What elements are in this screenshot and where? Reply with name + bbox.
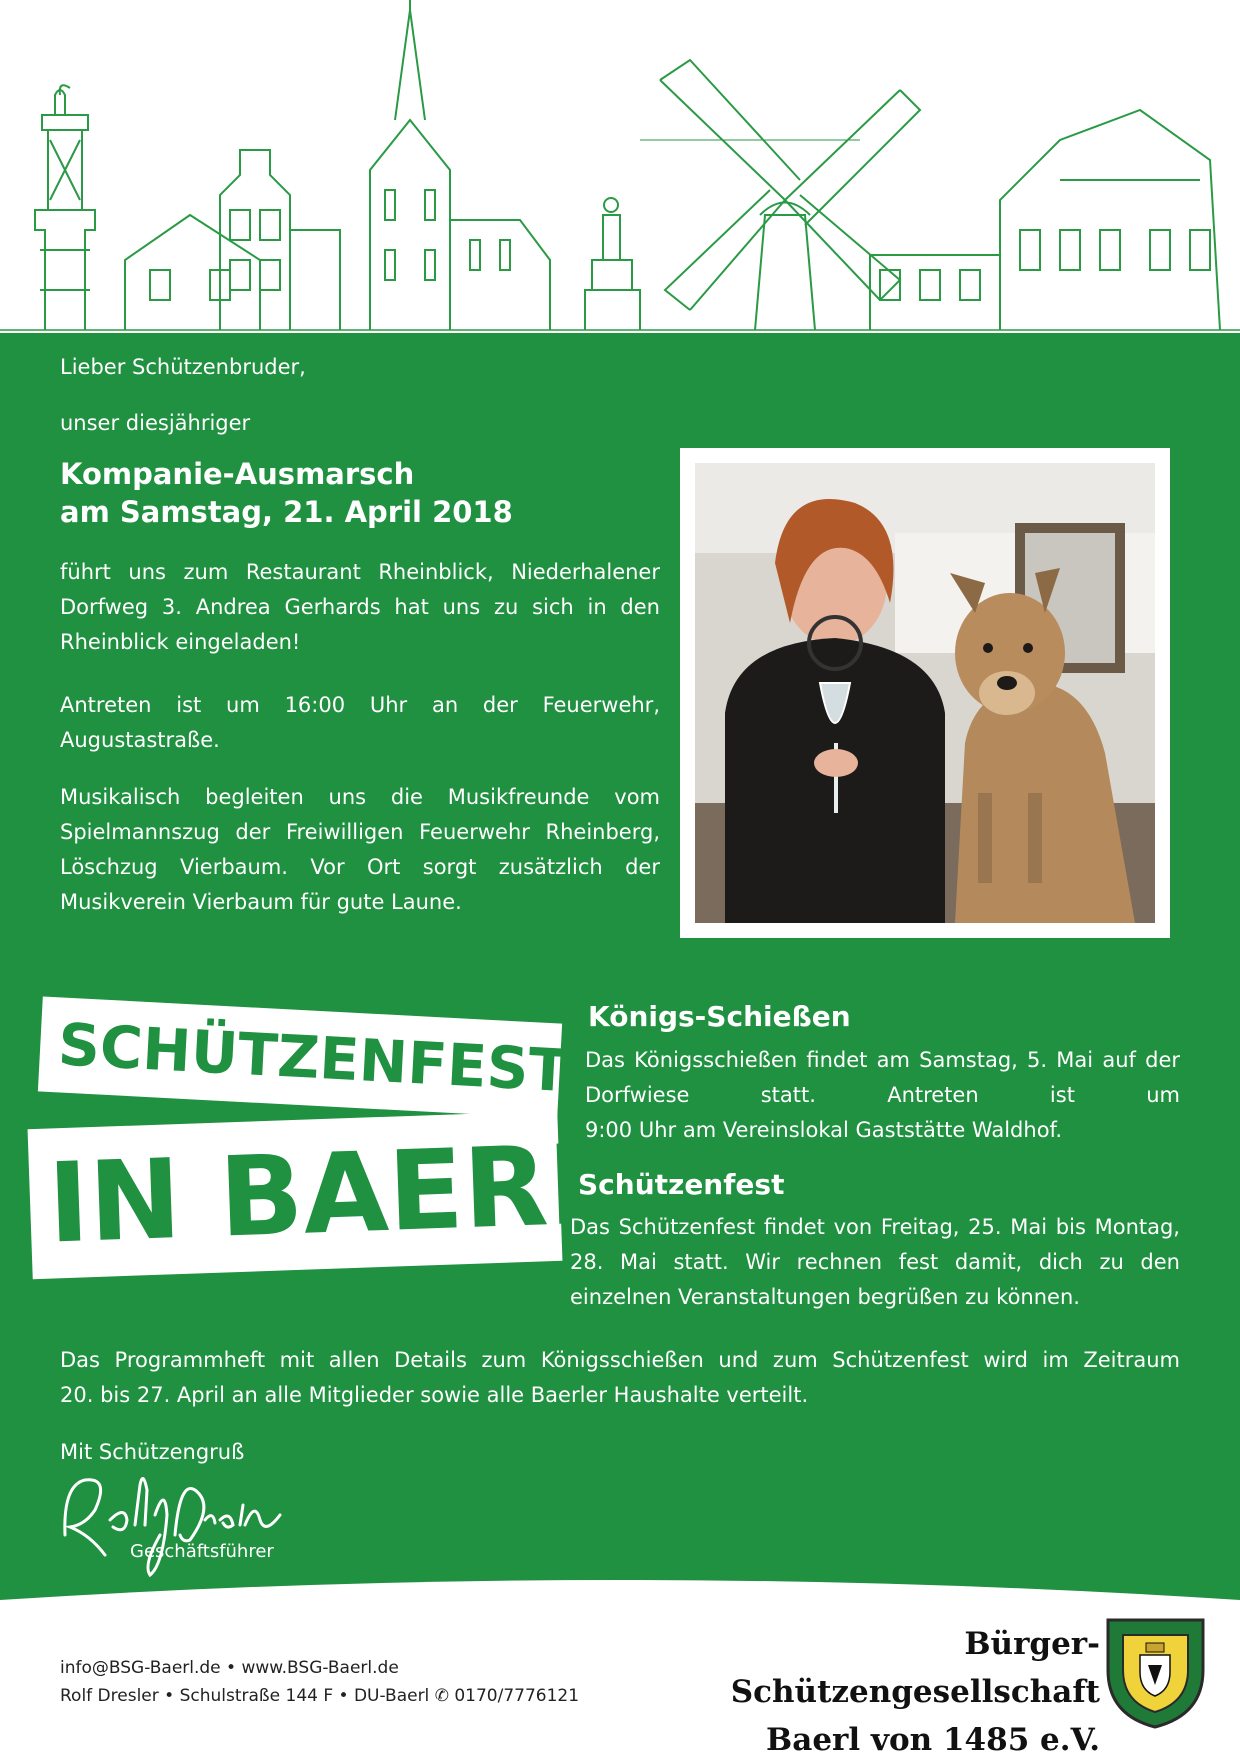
signature — [55, 1465, 295, 1585]
event-paragraph-3 — [60, 780, 660, 920]
fest-text — [570, 1210, 1180, 1315]
event-paragraph-1 — [60, 555, 660, 660]
footer-contact: info@BSG-Baerl.de • www.BSG-Baerl.de — [60, 1658, 399, 1678]
closing: Mit Schützengruß — [60, 1440, 245, 1464]
fest-text-end: einzelnen Veranstaltungen begrüßen zu können. — [570, 1285, 1080, 1309]
club-name — [610, 1620, 1100, 1764]
fest-text-main: Das Schützenfest findet von Freitag, 25. Mai bis Montag, 28. Mai statt. Wir rechnen fest damit, dich zu den — [570, 1215, 1180, 1274]
koenigs-text-main: Das Königsschießen findet am Samstag, 5. Mai auf der Dorfwiese statt. Antreten ist um — [585, 1048, 1180, 1107]
club-name-line2: Baerl von 1485 e.V. — [766, 1722, 1100, 1758]
event-paragraph-1-text: führt uns zum Restaurant Rheinblick, Niederhalener Dorfweg 3. Andrea Gerhards hat uns zu sich in den — [60, 560, 660, 619]
club-crest — [1098, 1610, 1213, 1730]
event-paragraph-3-end: Musikverein Vierbaum für gute Laune. — [60, 890, 462, 914]
salutation: Lieber Schützenbruder, — [60, 355, 306, 379]
koenigs-text — [585, 1043, 1180, 1148]
event-title — [60, 455, 513, 531]
koenigs-heading: Königs-Schießen — [588, 1000, 851, 1033]
footer-phone: 0170/7776121 — [454, 1686, 580, 1706]
photo-woman-dog — [695, 463, 1155, 923]
footer-address — [60, 1683, 579, 1710]
event-paragraph-2 — [60, 688, 660, 758]
event-paragraph-1-end: Rheinblick eingeladen! — [60, 630, 301, 654]
programm-text-end: 20. bis 27. April an alle Mitglieder sowie alle Baerler Haushalte verteilt. — [60, 1383, 809, 1407]
gabled-building-sketch — [220, 150, 340, 330]
intro-text: unser diesjähriger — [60, 411, 251, 435]
club-name-line1: Bürger-Schützengesellschaft — [730, 1626, 1100, 1710]
church-sketch — [370, 0, 550, 330]
house-sketch — [125, 215, 260, 330]
skyline-sketch — [0, 0, 1240, 340]
event-paragraph-3-text: Musikalisch begleiten uns die Musikfreunde vom Spielmannszug der Freiwilligen Feuerwehr Rheinberg, Löschzug Vierbaum. Vor Ort sorgt zusätzlich der — [60, 785, 660, 879]
koenigs-text-end: 9:00 Uhr am Vereinslokal Gaststätte Waldhof. — [585, 1118, 1063, 1142]
phone-icon: ✆ — [434, 1686, 449, 1706]
event-paragraph-2-end: Augustastraße. — [60, 728, 220, 752]
banner-line-1: SCHÜTZENFEST — [38, 996, 562, 1118]
tower-sketch — [35, 85, 95, 330]
signature-role: Geschäftsführer — [130, 1541, 274, 1562]
programm-text — [60, 1343, 1180, 1413]
statue-sketch — [585, 198, 640, 330]
windmill-sketch — [640, 60, 920, 330]
photo-frame — [680, 448, 1170, 938]
event-paragraph-2-text: Antreten ist um 16:00 Uhr an der Feuerwehr, — [60, 693, 660, 717]
programm-text-main: Das Programmheft mit allen Details zum Königsschießen und zum Schützenfest wird im Zeitraum — [60, 1348, 1180, 1372]
manor-sketch — [870, 110, 1220, 330]
event-title-line1: Kompanie-Ausmarsch — [60, 457, 415, 491]
event-title-line2: am Samstag, 21. April 2018 — [60, 495, 513, 529]
banner-line-2: IN BAERL — [28, 1111, 563, 1279]
fest-heading: Schützenfest — [578, 1168, 785, 1201]
footer-address-text: Rolf Dresler • Schulstraße 144 F • DU-Baerl — [60, 1686, 430, 1706]
